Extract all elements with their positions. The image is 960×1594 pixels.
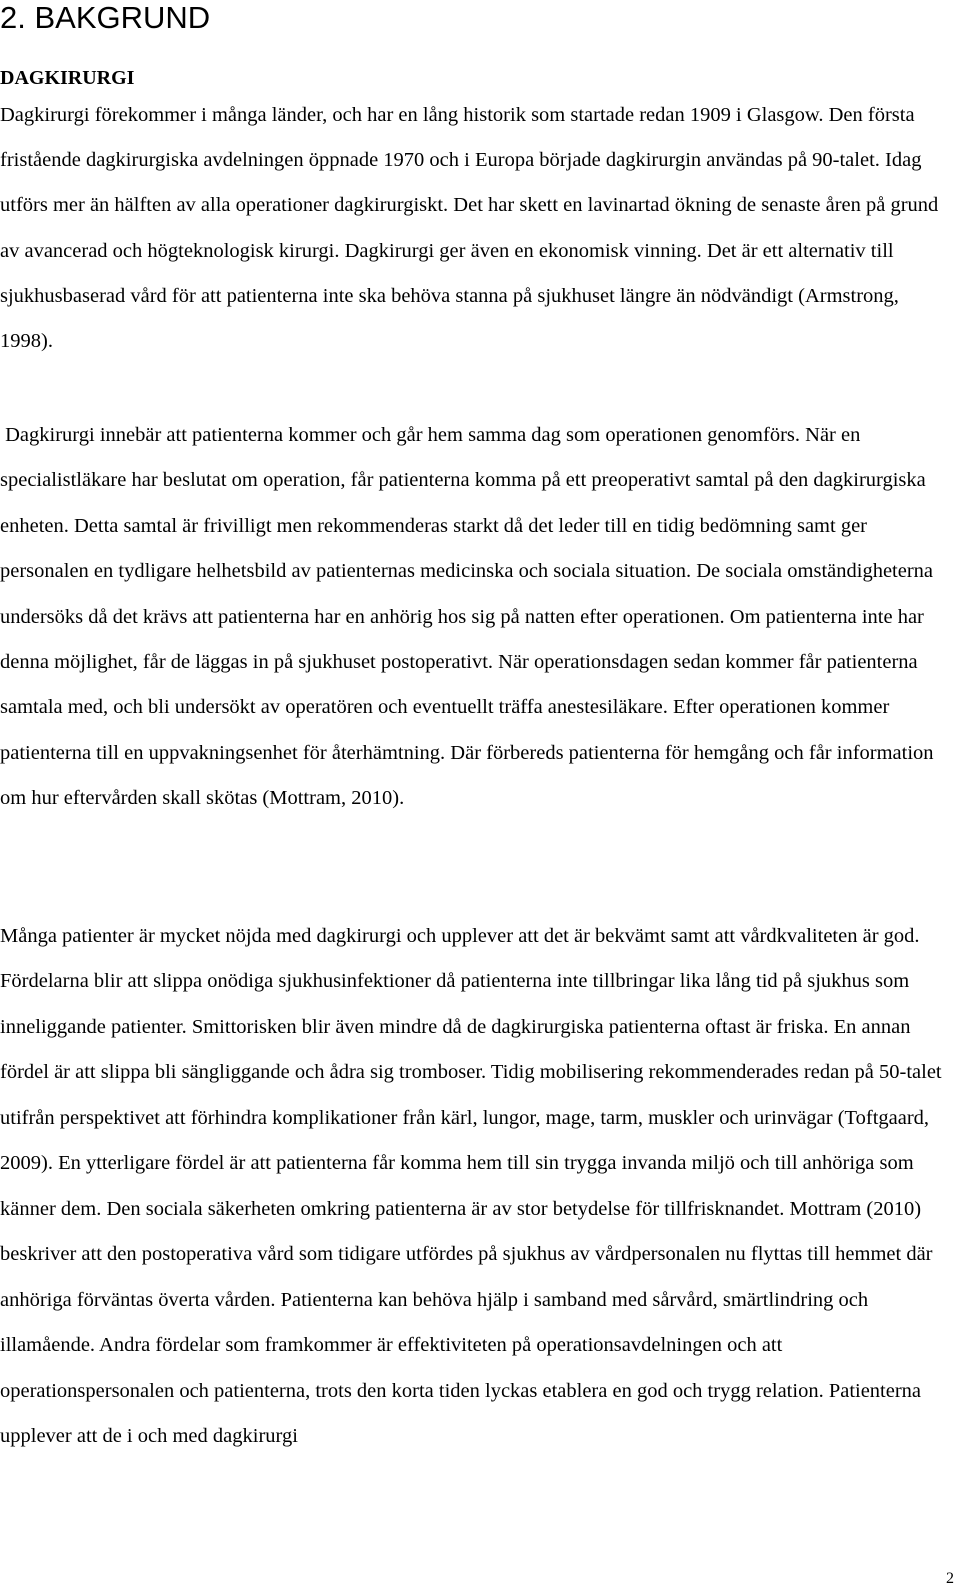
section-heading: DAGKIRURGI [0,67,135,89]
paragraph-history: Dagkirurgi förekommer i många länder, och har en lång historik som startade redan 1909 i Glasgow. Den första fristående dagkirurgiska avdelningen öppnade 1970 och i Europa började dagkirurgin användas på 90-talet. Idag utförs mer än hälften av alla operationer dagkirurgiskt. Det har skett en lavinartad ökning de senaste åren på grund av avancerad och högteknologisk kirurgi. Dagkirurgi ger även en ekonomisk vinning. Det är ett alternativ till sjukhusbaserad vård för att patienterna inte ska behöva stanna på sjukhuset längre än nödvändigt (Armstrong, 1998). [0,104,939,353]
chapter-title: 2. BAKGRUND [0,0,211,35]
paragraph-process: Dagkirurgi innebär att patienterna kommer och går hem samma dag som operationen genomförs. När en specialistläkare har beslutat om operation, får patienterna komma på ett preoperativt samtal på den dagkirurgiska enheten. Detta samtal är frivilligt men rekommenderas starkt då det leder till en tidig bedömning samt ger personalen en tydligare helhetsbild av patienternas medicinska och sociala situation. De sociala omständigheterna undersöks då det krävs att patienterna har en anhörig hos sig på natten efter operationen. Om patienterna inte har denna möjlighet, får de läggas in på sjukhuset postoperativt. När operationsdagen sedan kommer får patienterna samtala med, och bli undersökt av operatören och eventuellt träffa anestesiläkare. Efter operationen kommer patienterna till en uppvakningsenhet för återhämtning. Där förbereds patienterna för hemgång och får information om hur eftervården skall skötas (Mottram, 2010). [0,424,939,810]
paragraph-benefits: Många patienter är mycket nöjda med dagkirurgi och upplever att det är bekvämt samt att vårdkvaliteten är god. Fördelarna blir att slippa onödiga sjukhusinfektioner då patienterna inte tillbringar lika lång tid på sjukhus som inneliggande patienter. Smittorisken blir även mindre då de dagkirurgiska patienterna oftast är friska. En annan fördel är att slippa bli sängliggande och ådra sig tromboser. Tidig mobilisering rekommenderades redan på 50-talet utifrån perspektivet att förhindra komplikationer från kärl, lungor, mage, tarm, muskler och urinvägar (Toftgaard, 2009). En ytterligare fördel är att patienterna får komma hem till sin trygga invanda miljö och till anhöriga som känner dem. Den sociala säkerheten omkring patienterna är av stor betydelse för tillfrisknandet. Mottram (2010) beskriver att den postoperativa vård som tidigare utfördes på sjukhus av vårdpersonalen nu flyttas till hemmet där anhöriga förväntas överta vården. Patienterna kan behöva hjälp i samband med sårvård, smärtlindring och illamående. Andra fördelar som framkommer är effektiviteten på operationsavdelningen och att operationspersonalen och patienterna, trots den korta tiden lyckas etablera en god och trygg relation. Patienterna upplever att de i och med dagkirurgi [0,925,942,1447]
page-number: 2 [946,1570,954,1587]
